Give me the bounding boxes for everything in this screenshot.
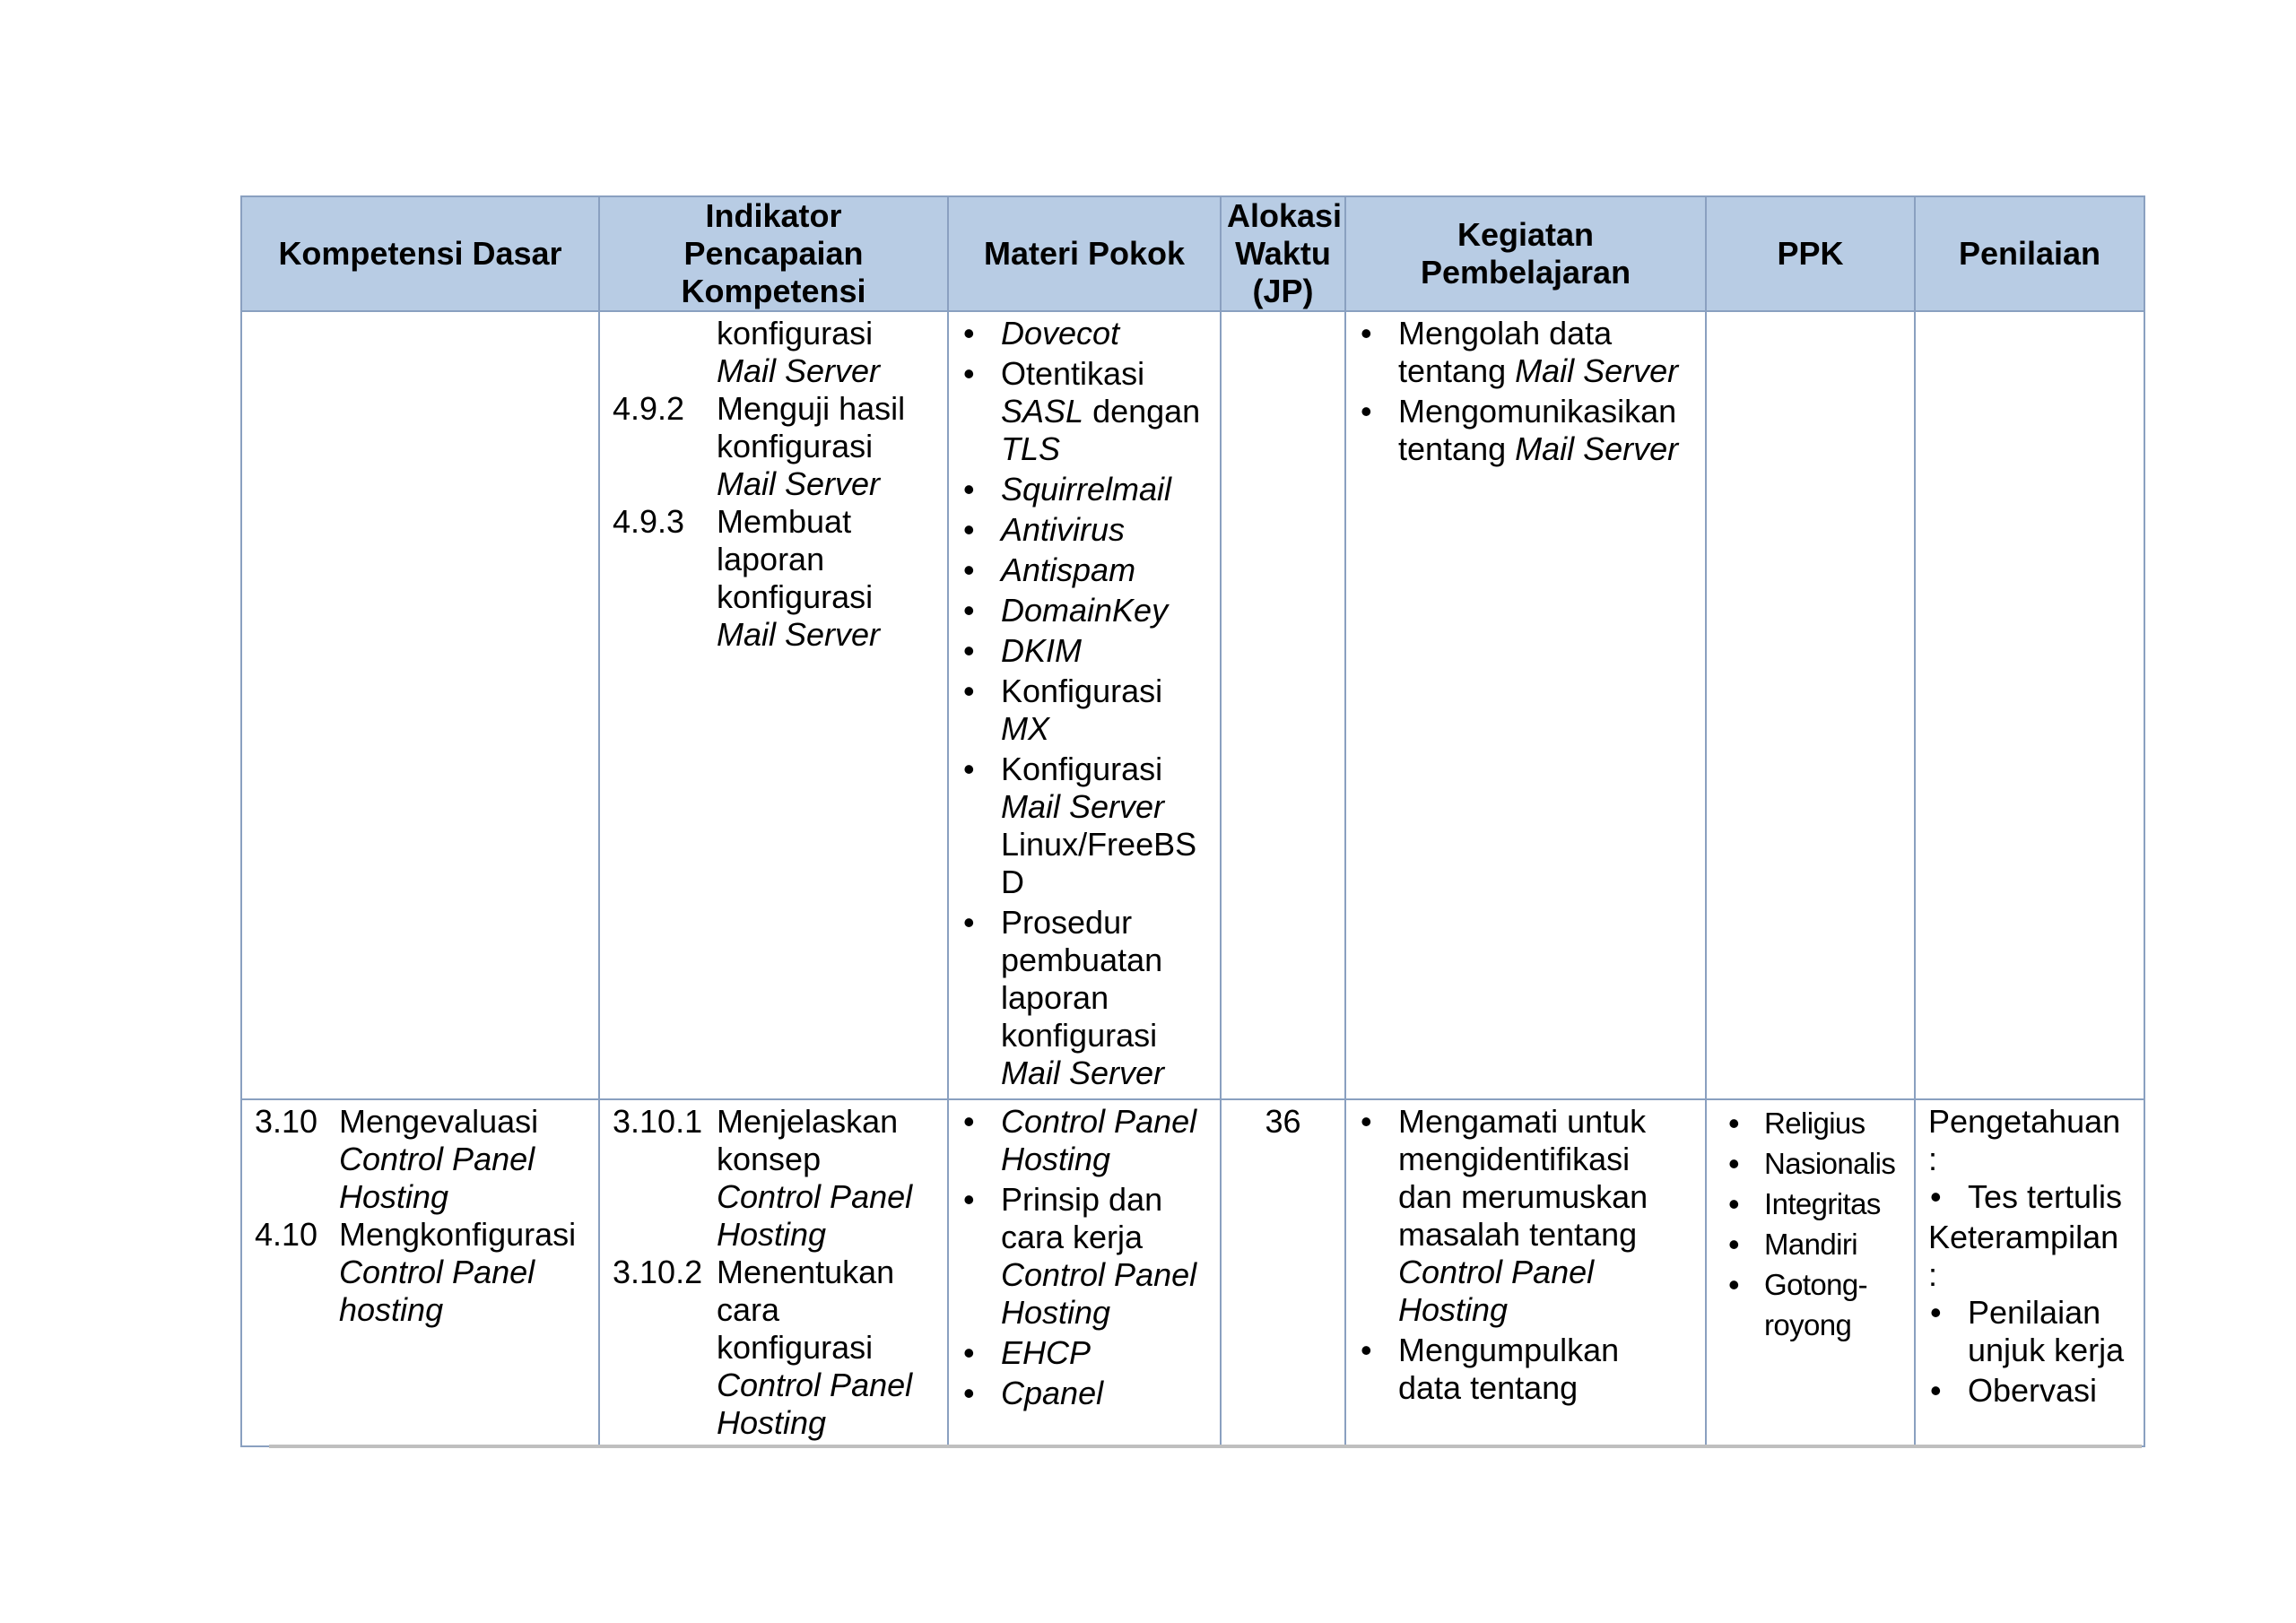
cell-kegiatan-pembelajaran [1345,311,1706,1099]
list-item: • Squirrelmail [961,471,1207,508]
list-item: 4.10 Mengkonfigurasi Control Panel hosting [255,1216,577,1328]
list-item: • Konfigurasi MX [961,673,1207,748]
header-penilaian: Penilaian [1915,196,2144,311]
list-item: • Antispam [961,551,1207,589]
list-item: • EHCP [961,1334,1207,1372]
list-item: • DKIM [961,632,1207,670]
list-item: • Tes tertulis [1928,1178,2131,1216]
list-item: • Mengumpulkan data tentang [1359,1332,1692,1407]
list-item: • Mengamati untuk mengidentifikasi dan merumuskan masalah tentang Control Panel Hosting [1359,1103,1692,1329]
penilaian-pengetahuan-label: Pengetahuan [1928,1103,2121,1140]
kd-list [255,1103,586,1329]
list-item: • Cpanel [961,1375,1207,1412]
list-item: • Otentikasi SASL dengan TLS [961,355,1207,468]
cell-kompetensi-dasar [241,311,599,1099]
list-item: 3.10 Mengevaluasi Control Panel Hosting [255,1103,539,1215]
list-item: • Integritas [1719,1184,1901,1224]
list-item: • Prinsip dan cara kerja Control Panel Hosting [961,1181,1207,1332]
list-item: • Konfigurasi Mail Server Linux/FreeBS D [961,751,1207,901]
list-item: • Nasionalis [1719,1143,1901,1184]
alokasi-value: 36 [1265,1103,1301,1140]
syllabus-table [240,195,2145,1447]
list-item: 4.9.3 Membuat laporan konfigurasi Mail Server [613,503,881,653]
cell-ppk [1706,311,1915,1099]
header-row [241,196,2144,311]
table-row [241,1099,2144,1446]
list-item: • Mengolah data tentang Mail Server [1359,315,1692,390]
header-alokasi-waktu: Alokasi Waktu (JP) [1221,196,1345,311]
header-indikator: Indikator Pencapaian Kompetensi [599,196,948,311]
indikator-list [613,1103,935,1442]
cell-ppk [1706,1099,1915,1446]
table-bottom-shadow [269,1445,2142,1448]
ppk-list [1719,1103,1901,1345]
cell-penilaian: Pengetahuan : • Tes tertulis Keterampilan : • Penilaian unjuk kerja • Obervasi [1915,1099,2144,1446]
header-ppk: PPK [1706,196,1915,311]
cell-penilaian [1915,311,2144,1099]
list-item: • Religius [1719,1103,1901,1143]
kegiatan-list [1359,1103,1692,1407]
cell-alokasi-waktu [1221,1099,1345,1446]
list-item: • Penilaian unjuk kerja [1928,1294,2131,1369]
kegiatan-list [1359,315,1692,468]
cell-kompetensi-dasar [241,1099,599,1446]
header-kompetensi-dasar: Kompetensi Dasar [241,196,599,311]
penilaian-pengetahuan-list [1928,1178,2131,1216]
cell-kegiatan-pembelajaran [1345,1099,1706,1446]
cell-materi-pokok [948,1099,1221,1446]
list-item: • Dovecot [961,315,1207,352]
list-item: 4.9.2 Menguji hasil konfigurasi Mail Server [613,390,906,502]
list-item: • Gotong- royong [1719,1264,1901,1345]
penilaian-keterampilan-label: Keterampilan [1928,1219,2119,1255]
table-row [241,311,2144,1099]
list-item: 3.10.1 Menjelaskan konsep Control Panel Hosting [613,1103,913,1253]
cell-indikator [599,1099,948,1446]
cell-alokasi-waktu [1221,311,1345,1099]
indikator-list [613,315,935,654]
list-item: • Mengomunikasikan tentang Mail Server [1359,393,1692,468]
list-item: • Mandiri [1719,1224,1901,1264]
list-item: konfigurasi Mail Server [717,315,881,389]
cell-materi-pokok [948,311,1221,1099]
list-item: • DomainKey [961,592,1207,629]
cell-indikator [599,311,948,1099]
header-materi-pokok: Materi Pokok [948,196,1221,311]
list-item: • Antivirus [961,511,1207,549]
penilaian-keterampilan-list [1928,1294,2131,1410]
list-item: • Control Panel Hosting [961,1103,1207,1178]
materi-list [961,315,1207,1092]
materi-list [961,1103,1207,1412]
list-item: • Obervasi [1928,1372,2131,1410]
header-kegiatan-pembelajaran: Kegiatan Pembelajaran [1345,196,1706,311]
list-item: 3.10.2 Menentukan cara konfigurasi Control Panel Hosting [613,1254,913,1441]
list-item: • Prosedur pembuatan laporan konfigurasi Mail Server [961,904,1207,1092]
